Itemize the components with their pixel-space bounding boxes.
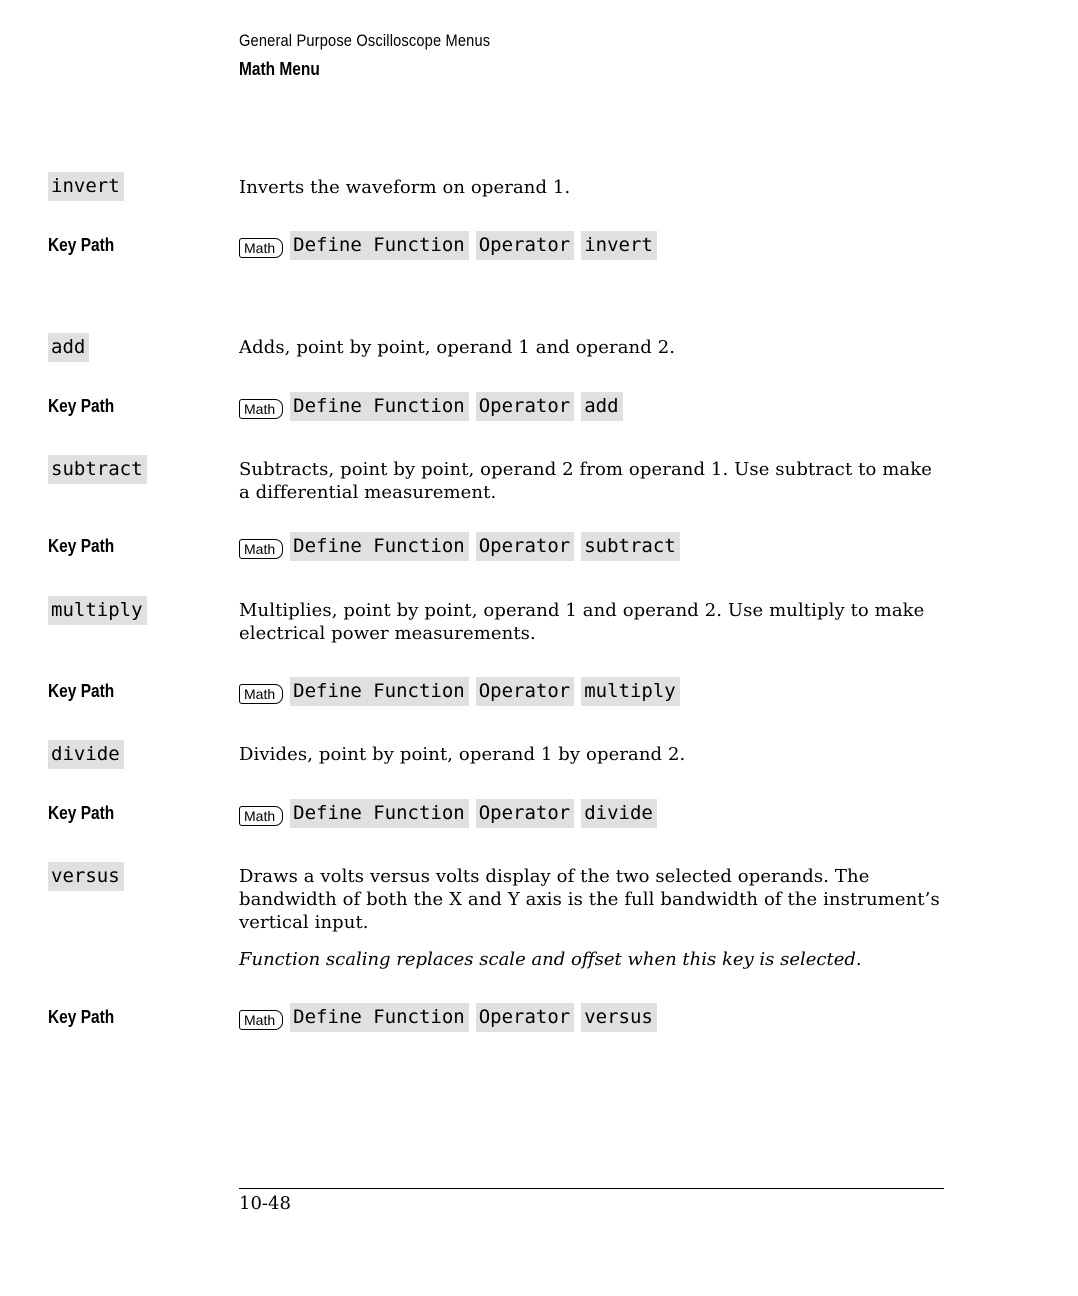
softkey-multiply: multiply [581, 677, 680, 706]
softkey-versus: versus [581, 1003, 657, 1032]
softkey-define-function: Define Function [290, 231, 469, 260]
softkey-term: subtract [48, 455, 147, 484]
key-path [239, 799, 664, 828]
entry-description: Multiplies, point by point, operand 1 and operand 2. Use multiply to make electrical power measurements. [239, 600, 925, 644]
key-path-label: Key Path [48, 235, 115, 255]
softkey-define-function: Define Function [290, 1003, 469, 1032]
softkey-operator: Operator [476, 392, 575, 421]
entry-description: Inverts the waveform on operand 1. [239, 177, 571, 198]
page-number: 10-48 [239, 1193, 291, 1214]
entry-description: Divides, point by point, operand 1 by operand 2. [239, 744, 686, 765]
key-path [239, 231, 664, 260]
key-path-label: Key Path [48, 536, 115, 556]
softkey-define-function: Define Function [290, 799, 469, 828]
softkey-subtract: subtract [581, 532, 680, 561]
section-header: General Purpose Oscilloscope Menus [239, 31, 491, 50]
entry-description: Subtracts, point by point, operand 2 from operand 1. Use subtract to make a differential measurement. [239, 459, 932, 503]
key-path [239, 677, 687, 706]
key-path-label: Key Path [48, 681, 115, 701]
softkey-term: invert [48, 172, 124, 201]
softkey-operator: Operator [476, 231, 575, 260]
softkey-divide: divide [581, 799, 657, 828]
softkey-define-function: Define Function [290, 392, 469, 421]
softkey-invert: invert [581, 231, 657, 260]
softkey-operator: Operator [476, 1003, 575, 1032]
key-path-label: Key Path [48, 1007, 115, 1027]
math-hardkey: Math [239, 1010, 283, 1030]
softkey-operator: Operator [476, 799, 575, 828]
softkey-term: divide [48, 740, 124, 769]
entry-note: Function scaling replaces scale and offset when this key is selected. [239, 949, 862, 970]
softkey-term: multiply [48, 596, 147, 625]
softkey-operator: Operator [476, 677, 575, 706]
softkey-operator: Operator [476, 532, 575, 561]
softkey-define-function: Define Function [290, 532, 469, 561]
key-path [239, 392, 630, 421]
key-path [239, 1003, 664, 1032]
entry-description: Draws a volts versus volts display of the two selected operands. The bandwidth of both the X and Y axis is the full bandwidth of the instrument’s vertical input. [239, 866, 940, 933]
page-title: Math Menu [239, 59, 320, 79]
softkey-add: add [581, 392, 622, 421]
math-hardkey: Math [239, 806, 283, 826]
softkey-term: versus [48, 862, 124, 891]
math-hardkey: Math [239, 684, 283, 704]
key-path-label: Key Path [48, 803, 115, 823]
math-hardkey: Math [239, 399, 283, 419]
key-path-label: Key Path [48, 396, 115, 416]
math-hardkey: Math [239, 539, 283, 559]
key-path [239, 532, 687, 561]
math-hardkey: Math [239, 238, 283, 258]
entry-description: Adds, point by point, operand 1 and operand 2. [239, 337, 676, 358]
softkey-term: add [48, 333, 89, 362]
softkey-define-function: Define Function [290, 677, 469, 706]
footer-rule [239, 1188, 944, 1189]
